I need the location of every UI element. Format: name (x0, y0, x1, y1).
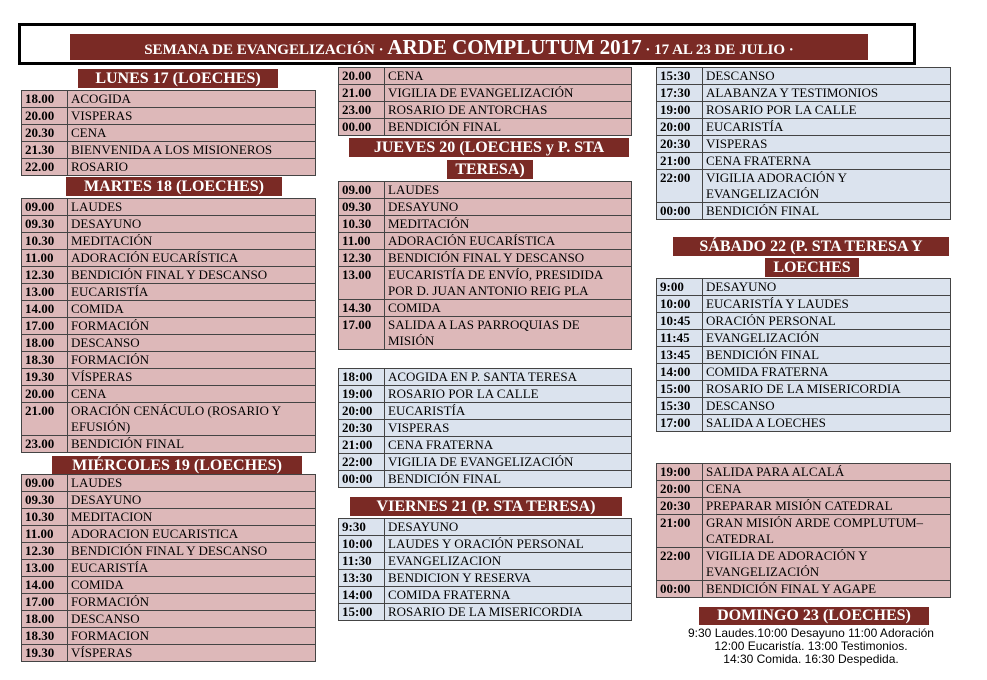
row-time: 20:00 (657, 119, 703, 136)
row-time: 22.00 (22, 159, 68, 176)
row-time: 17.00 (339, 317, 385, 350)
schedule-row (22, 628, 316, 645)
row-time: 00.00 (339, 119, 385, 136)
row-event: CENA (385, 68, 632, 85)
schedule-row (657, 102, 951, 119)
schedule-row (22, 250, 316, 267)
row-event: MEDITACIÓN (68, 233, 316, 250)
schedule-row (22, 436, 316, 453)
row-time: 10.30 (22, 233, 68, 250)
schedule-row (22, 142, 316, 159)
row-time: 21.30 (22, 142, 68, 159)
schedule-row (657, 364, 951, 381)
row-event: COMIDA (68, 577, 316, 594)
row-event: ACOGIDA EN P. SANTA TERESA (385, 369, 632, 386)
schedule-row (657, 464, 951, 481)
row-event: SALIDA A LAS PARROQUIAS DE MISIÓN (385, 317, 632, 350)
schedule-row (22, 352, 316, 369)
schedule-row (339, 403, 632, 420)
row-time: 21:00 (339, 437, 385, 454)
schedule-sabado (656, 278, 951, 432)
heading-domingo: DOMINGO 23 (LOECHES) (699, 607, 929, 625)
row-time: 11:30 (339, 553, 385, 570)
row-time: 20.00 (22, 108, 68, 125)
row-event: DESCANSO (68, 335, 316, 352)
row-event: VIGILIA DE EVANGELIZACIÓN (385, 85, 632, 102)
row-time: 20:00 (339, 403, 385, 420)
row-time: 21.00 (339, 85, 385, 102)
schedule-row (339, 536, 632, 553)
row-time: 11.00 (22, 250, 68, 267)
row-event: CENA (703, 481, 951, 498)
row-time: 10:00 (339, 536, 385, 553)
row-time: 14:00 (657, 364, 703, 381)
row-event: BENDICIÓN FINAL Y DESCANSO (385, 250, 632, 267)
row-event: CENA FRATERNA (385, 437, 632, 454)
schedule-jueves-evening (338, 368, 632, 488)
row-time: 00:00 (339, 471, 385, 488)
row-time: 17:00 (657, 415, 703, 432)
schedule-row (339, 317, 632, 350)
row-event: ROSARIO (68, 159, 316, 176)
row-event: ROSARIO POR LA CALLE (385, 386, 632, 403)
row-event: VISPERAS (68, 108, 316, 125)
schedule-row (657, 85, 951, 102)
row-time: 10.30 (339, 216, 385, 233)
row-time: 20:00 (657, 481, 703, 498)
row-event: LAUDES Y ORACIÓN PERSONAL (385, 536, 632, 553)
schedule-row (657, 203, 951, 220)
row-event: PREPARAR MISIÓN CATEDRAL (703, 498, 951, 515)
row-event: VISPERAS (703, 136, 951, 153)
row-event: BENDICIÓN FINAL (703, 347, 951, 364)
schedule-row (657, 330, 951, 347)
row-time: 12.30 (22, 267, 68, 284)
row-event: EVANGELIZACIÓN (703, 330, 951, 347)
schedule-row (22, 560, 316, 577)
schedule-row (22, 199, 316, 216)
row-time: 19:00 (339, 386, 385, 403)
row-event: DESAYUNO (68, 492, 316, 509)
row-event: EUCARISTÍA (68, 560, 316, 577)
schedule-row (657, 515, 951, 548)
row-time: 09.00 (22, 475, 68, 492)
row-event: FORMACIÓN (68, 352, 316, 369)
row-event: VISPERAS (385, 420, 632, 437)
row-time: 23.00 (22, 436, 68, 453)
row-event: BENDICIÓN FINAL (385, 471, 632, 488)
row-event: ORACIÓN PERSONAL (703, 313, 951, 330)
row-event: EUCARISTÍA Y LAUDES (703, 296, 951, 313)
row-event: ACOGIDA (68, 91, 316, 108)
row-time: 19:00 (657, 102, 703, 119)
schedule-row (339, 199, 632, 216)
row-event: ROSARIO DE LA MISERICORDIA (703, 381, 951, 398)
row-time: 20.00 (22, 386, 68, 403)
schedule-row (339, 553, 632, 570)
row-time: 09.30 (339, 199, 385, 216)
schedule-row (657, 381, 951, 398)
schedule-viernes-continued (656, 67, 951, 220)
row-event: ROSARIO DE ANTORCHAS (385, 102, 632, 119)
domingo-line2: 12:00 Eucaristía. 13:00 Testimonios. (714, 639, 908, 653)
row-event: DESAYUNO (68, 216, 316, 233)
schedule-lunes (21, 90, 316, 176)
domingo-line1: 9:30 Laudes.10:00 Desayuno 11:00 Adoración (688, 626, 934, 640)
row-event: DESAYUNO (703, 279, 951, 296)
schedule-row (22, 233, 316, 250)
row-event: BENDICIÓN FINAL Y AGAPE (703, 581, 951, 598)
schedule-row (339, 519, 632, 536)
row-event: VÍSPERAS (68, 645, 316, 662)
row-time: 18.30 (22, 628, 68, 645)
row-time: 20:30 (657, 136, 703, 153)
schedule-row (22, 284, 316, 301)
schedule-row (22, 216, 316, 233)
schedule-row (22, 369, 316, 386)
schedule-row (657, 170, 951, 203)
row-time: 00:00 (657, 581, 703, 598)
row-time: 22:00 (657, 548, 703, 581)
schedule-row (22, 91, 316, 108)
schedule-miercoles (21, 474, 316, 662)
row-event: ALABANZA Y TESTIMONIOS (703, 85, 951, 102)
heading-viernes: VIERNES 21 (P. STA TERESA) (350, 497, 622, 516)
row-time: 21:00 (657, 515, 703, 548)
row-event: DESCANSO (703, 398, 951, 415)
row-time: 13.00 (22, 560, 68, 577)
schedule-row (657, 68, 951, 85)
heading-miercoles: MIÉRCOLES 19 (LOECHES) (52, 456, 302, 475)
row-time: 14.00 (22, 301, 68, 318)
row-time: 21.00 (22, 403, 68, 436)
schedule-row (657, 296, 951, 313)
schedule-row (339, 300, 632, 317)
row-time: 18.00 (22, 611, 68, 628)
row-event: FORMACIÓN (68, 318, 316, 335)
schedule-row (22, 526, 316, 543)
row-time: 9:00 (657, 279, 703, 296)
row-event: COMIDA (68, 301, 316, 318)
row-time: 10.30 (22, 509, 68, 526)
schedule-row (657, 398, 951, 415)
row-event: EUCARISTÍA (703, 119, 951, 136)
row-event: CENA (68, 125, 316, 142)
schedule-row (339, 570, 632, 587)
schedule-row (339, 216, 632, 233)
schedule-row (22, 475, 316, 492)
row-time: 20:30 (657, 498, 703, 515)
row-time: 23.00 (339, 102, 385, 119)
row-event: DESAYUNO (385, 199, 632, 216)
row-time: 13:30 (339, 570, 385, 587)
row-event: MEDITACIÓN (385, 216, 632, 233)
row-time: 22:00 (339, 454, 385, 471)
schedule-sabado-evening (656, 463, 951, 598)
row-time: 17.00 (22, 318, 68, 335)
row-time: 13.00 (22, 284, 68, 301)
row-event: SALIDA A LOECHES (703, 415, 951, 432)
schedule-row (657, 313, 951, 330)
schedule-row (339, 420, 632, 437)
row-event: ADORACIÓN EUCARÍSTICA (385, 233, 632, 250)
row-event: LAUDES (385, 182, 632, 199)
schedule-row (22, 543, 316, 560)
row-time: 20.30 (22, 125, 68, 142)
schedule-row (22, 403, 316, 436)
schedule-row (657, 498, 951, 515)
row-time: 15:00 (339, 604, 385, 621)
row-time: 18:00 (339, 369, 385, 386)
heading-martes: MARTES 18 (LOECHES) (66, 177, 282, 196)
row-event: VIGILIA DE ADORACIÓN Y EVANGELIZACIÓN (703, 548, 951, 581)
row-time: 12.30 (339, 250, 385, 267)
schedule-row (339, 85, 632, 102)
schedule-row (339, 119, 632, 136)
row-event: CENA (68, 386, 316, 403)
row-event: ORACIÓN CENÁCULO (ROSARIO Y EFUSIÓN) (68, 403, 316, 436)
schedule-row (339, 454, 632, 471)
schedule-row (339, 267, 632, 300)
row-time: 09.30 (22, 216, 68, 233)
schedule-row (339, 604, 632, 621)
row-time: 22:00 (657, 170, 703, 203)
title-prefix: SEMANA DE EVANGELIZACIÓN · (144, 42, 388, 58)
row-time: 18.00 (22, 335, 68, 352)
heading-jueves-line1: JUEVES 20 (LOECHES y P. STA (349, 138, 629, 157)
schedule-row (657, 136, 951, 153)
schedule-row (657, 347, 951, 364)
schedule-row (22, 386, 316, 403)
row-event: EUCARISTÍA (68, 284, 316, 301)
schedule-row (657, 119, 951, 136)
row-time: 19.30 (22, 369, 68, 386)
row-time: 15:00 (657, 381, 703, 398)
row-event: MEDITACION (68, 509, 316, 526)
schedule-miercoles-continued (338, 67, 632, 136)
row-time: 17.00 (22, 594, 68, 611)
schedule-row (22, 611, 316, 628)
row-time: 14:00 (339, 587, 385, 604)
row-time: 20.00 (339, 68, 385, 85)
schedule-row (339, 68, 632, 85)
row-event: SALIDA PARA ALCALÁ (703, 464, 951, 481)
schedule-row (657, 548, 951, 581)
row-time: 11.00 (22, 526, 68, 543)
row-event: FORMACIÓN (68, 594, 316, 611)
schedule-row (339, 386, 632, 403)
schedule-row (22, 159, 316, 176)
row-event: COMIDA FRATERNA (385, 587, 632, 604)
row-event: ROSARIO DE LA MISERICORDIA (385, 604, 632, 621)
row-event: EUCARISTÍA (385, 403, 632, 420)
heading-sabado-line2: LOECHES (765, 258, 859, 277)
row-event: VIGILIA DE EVANGELIZACIÓN (385, 454, 632, 471)
row-time: 14.00 (22, 577, 68, 594)
row-time: 15:30 (657, 398, 703, 415)
schedule-row (22, 108, 316, 125)
schedule-row (22, 577, 316, 594)
row-event: BENDICIÓN FINAL (703, 203, 951, 220)
row-time: 14.30 (339, 300, 385, 317)
row-time: 10:45 (657, 313, 703, 330)
row-event: COMIDA FRATERNA (703, 364, 951, 381)
row-time: 19.30 (22, 645, 68, 662)
row-event: DESAYUNO (385, 519, 632, 536)
row-time: 19:00 (657, 464, 703, 481)
row-time: 09.00 (22, 199, 68, 216)
page-title (70, 34, 868, 60)
row-time: 09.00 (339, 182, 385, 199)
schedule-row (22, 492, 316, 509)
row-time: 21:00 (657, 153, 703, 170)
row-event: FORMACION (68, 628, 316, 645)
row-time: 15:30 (657, 68, 703, 85)
title-main: ARDE COMPLUTUM 2017 (387, 35, 642, 59)
row-event: BENDICIÓN FINAL Y DESCANSO (68, 543, 316, 560)
row-time: 20:30 (339, 420, 385, 437)
row-time: 11:45 (657, 330, 703, 347)
heading-sabado-line1: SÁBADO 22 (P. STA TERESA Y (673, 237, 949, 256)
row-event: LAUDES (68, 475, 316, 492)
schedule-row (22, 509, 316, 526)
row-time: 18.00 (22, 91, 68, 108)
row-time: 09.30 (22, 492, 68, 509)
row-event: CENA FRATERNA (703, 153, 951, 170)
schedule-row (22, 594, 316, 611)
row-event: EUCARISTÍA DE ENVÍO, PRESIDIDA POR D. JUAN ANTONIO REIG PLA (385, 267, 632, 300)
schedule-row (22, 267, 316, 284)
schedule-row (339, 182, 632, 199)
schedule-viernes (338, 518, 632, 621)
row-event: VÍSPERAS (68, 369, 316, 386)
row-event: DESCANSO (703, 68, 951, 85)
row-time: 00:00 (657, 203, 703, 220)
schedule-row (339, 587, 632, 604)
row-event: ADORACION EUCARISTICA (68, 526, 316, 543)
schedule-jueves (338, 181, 632, 350)
row-event: ROSARIO POR LA CALLE (703, 102, 951, 119)
schedule-row (657, 481, 951, 498)
row-time: 10:00 (657, 296, 703, 313)
row-event: DESCANSO (68, 611, 316, 628)
row-time: 18.30 (22, 352, 68, 369)
schedule-row (657, 581, 951, 598)
row-event: VIGILIA ADORACIÓN Y EVANGELIZACIÓN (703, 170, 951, 203)
heading-jueves-line2: TERESA) (447, 160, 533, 179)
heading-lunes: LUNES 17 (LOECHES) (78, 69, 278, 88)
schedule-row (22, 335, 316, 352)
schedule-row (657, 415, 951, 432)
row-time: 11.00 (339, 233, 385, 250)
schedule-row (339, 250, 632, 267)
domingo-line3: 14:30 Comida. 16:30 Despedida. (723, 652, 899, 666)
row-time: 12.30 (22, 543, 68, 560)
schedule-row (22, 318, 316, 335)
schedule-row (339, 471, 632, 488)
schedule-row (339, 437, 632, 454)
schedule-row (22, 301, 316, 318)
schedule-row (339, 369, 632, 386)
schedule-row (339, 102, 632, 119)
row-event: EVANGELIZACION (385, 553, 632, 570)
row-event: BENDICIÓN FINAL (68, 436, 316, 453)
schedule-row (657, 279, 951, 296)
schedule-row (22, 645, 316, 662)
row-time: 9:30 (339, 519, 385, 536)
row-event: LAUDES (68, 199, 316, 216)
schedule-martes (21, 198, 316, 453)
schedule-row (22, 125, 316, 142)
row-time: 17:30 (657, 85, 703, 102)
row-event: ADORACIÓN EUCARÍSTICA (68, 250, 316, 267)
row-event: GRAN MISIÓN ARDE COMPLUTUM–CATEDRAL (703, 515, 951, 548)
row-time: 13:45 (657, 347, 703, 364)
row-time: 13.00 (339, 267, 385, 300)
row-event: BIENVENIDA A LOS MISIONEROS (68, 142, 316, 159)
row-event: BENDICIÓN FINAL (385, 119, 632, 136)
schedule-row (339, 233, 632, 250)
schedule-row (657, 153, 951, 170)
row-event: BENDICION Y RESERVA (385, 570, 632, 587)
row-event: BENDICIÓN FINAL Y DESCANSO (68, 267, 316, 284)
row-event: COMIDA (385, 300, 632, 317)
title-suffix: · 17 AL 23 DE JULIO · (641, 42, 794, 58)
